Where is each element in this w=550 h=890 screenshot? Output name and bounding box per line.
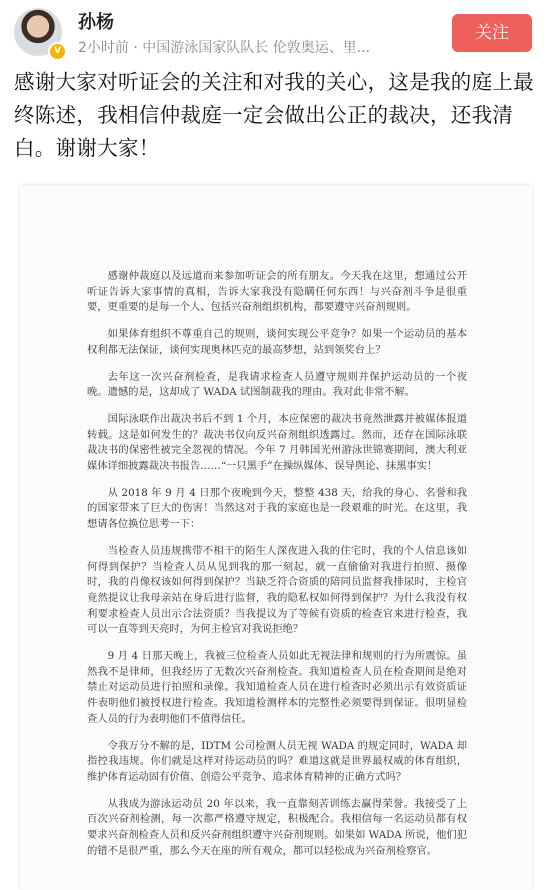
document-paragraph: 去年这一次兴奋剂检查，是我请求检查人员遵守规则并保护运动员的一个夜晚。遗憾的是，这却成了 WADA 试图制裁我的理由。我对此非常不解。: [87, 370, 467, 399]
document-paragraph: 国际泳联作出裁决书后不到 1 个月，本应保密的裁决书竟然泄露并被媒体报道转载。这是如何发生的？裁决书仅向反兴奋剂组织透露过。然而，还存在国际泳联裁决书的保密性被完全忽视的情况。今年 7 月韩国光州游泳世锦赛期间，澳大利亚媒体详细披露裁决书报告……“一只黑手”在操纵媒体、误导舆论、抹黑事实！: [87, 412, 467, 473]
document-paragraph: 感谢仲裁庭以及远道而来参加听证会的所有朋友。今天我在这里，想通过公开听证告诉大家事情的真相，告诉大家我没有隐瞒任何东西！与兴奋剂斗争是很重要，更重要的是每一个人、包括兴奋剂组织机构，都要遵守兴奋剂规则。: [87, 270, 467, 314]
document-body: [87, 269, 467, 871]
post-header: [0, 0, 550, 62]
document-paragraph: 从 2018 年 9 月 4 日那个夜晚到今天，整整 438 天，给我的身心、名誉和我的国家带来了巨大的伤害！当然这对于我的家庭也是一段艰难的时光。在这里，我想请各位换位思考一下：: [87, 486, 467, 531]
post-text: 感谢大家对听证会的关注和对我的关心，这是我的庭上最终陈述，我相信仲裁庭一定会做出公正的裁决，还我清白。谢谢大家！: [14, 70, 534, 160]
document-paragraph: 令我万分不解的是，IDTM 公司检测人员无视 WADA 的规定同时，WADA 却指控我违规。你们就是这样对待运动员的吗？难道这就是世界最权威的体育组织，维护体育运动固有价值、创造公平竞争、追求体育精神的正确方式吗？: [87, 739, 467, 783]
username[interactable]: 孙杨: [78, 12, 114, 33]
post-meta: 2小时前 · 中国游泳国家队队长 伦敦奥运、里...: [78, 40, 371, 56]
document-paragraph: 当检查人员违规携带不相干的陌生人深夜进入我的住宅时，我的个人信息该如何得到保护？当检查人员从见到我的那一刻起，就一直偷偷对我进行拍照、摄像时，我的肖像权该如何得到保护？当缺乏符合资质的陪同员监督我排尿时，主检官竟然提议让我母亲站在身后进行监督，我的隐私权如何得到保护？为什么我没有权利要求检查人员出示合法资质？当我提议为了等候有资质的检查官来进行检查，我可以一直等到天亮时，为何主检官对我说拒绝？: [87, 544, 467, 636]
verified-badge-icon: V: [48, 42, 67, 61]
document-paragraph: 如果体育组织不尊重自己的规则，谈何实现公平竞争？如果一个运动员的基本权利都无法保证，谈何实现奥林匹克的最高梦想，站到领奖台上？: [87, 328, 467, 356]
statement-document-image[interactable]: [20, 185, 532, 890]
document-paragraph: 从我成为游泳运动员 20 年以来，我一直靠刻苦训练去赢得荣誉。我接受了上百次兴奋剂检测，每一次都严格遵守规定，积极配合。我相信每一名运动员都有权要求兴奋剂检查人员和反兴奋剂组织遵守兴奋剂规则。如果如 WADA 所说，他们犯的错不是很严重，那么今天在座的所有观众，都可以轻松成为兴奋剂检察官。: [87, 797, 467, 857]
follow-button[interactable]: 关注: [452, 14, 532, 52]
document-paragraph: 9 月 4 日那天晚上，我被三位检查人员如此无视法律和规则的行为所震惊。虽然我不是律师，但我经历了无数次兴奋剂检查。我知道检查人员在检查期间是绝对禁止对运动员进行拍照和录像。我知道检查人员在进行检查时必须出示有效资质证件表明他们被授权进行检查。我知道检测样本的完整性必须要得到保证。很明显检查人员的行为表明他们不值得信任。: [87, 650, 467, 725]
